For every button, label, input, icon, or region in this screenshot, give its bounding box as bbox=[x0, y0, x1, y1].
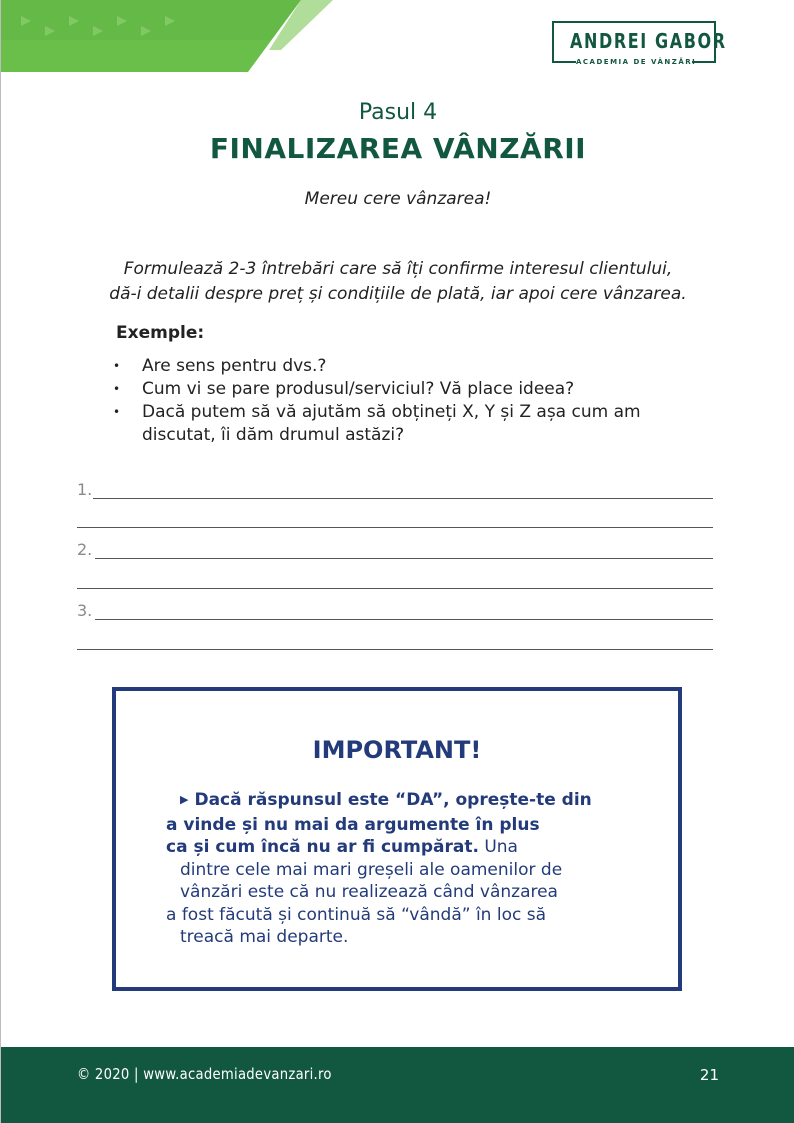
examples-list bbox=[113, 355, 703, 447]
answer-line-1-continuation[interactable] bbox=[77, 506, 713, 528]
important-line: treacă mai departe. bbox=[180, 927, 349, 947]
answer-line-2[interactable] bbox=[77, 537, 713, 559]
bullet-icon: • bbox=[113, 382, 121, 396]
examples-heading: Exemple: bbox=[116, 323, 205, 343]
list-item: • Dacă putem să vă ajutăm să obțineți X, Y și Z așa cum am bbox=[113, 402, 641, 422]
answer-rule bbox=[77, 649, 713, 650]
step-label: Pasul 4 bbox=[358, 100, 438, 125]
brand-logo bbox=[552, 21, 727, 66]
important-line: vânzări este că nu realizează când vânzarea bbox=[180, 882, 558, 902]
footer-copyright: © 2020 | www.academiadevanzari.ro bbox=[77, 1065, 332, 1083]
answer-line-2-continuation[interactable] bbox=[77, 567, 713, 589]
important-text bbox=[166, 789, 630, 949]
page-title: FINALIZAREA VÂNZĂRII bbox=[209, 132, 587, 165]
answer-rule bbox=[95, 558, 713, 559]
triangle-bullet-icon: ▶ bbox=[180, 793, 189, 806]
important-bold-line: ca și cum încă nu ar fi cumpărat. bbox=[166, 837, 479, 857]
answer-rule bbox=[95, 619, 713, 620]
important-bold-line: Dacă răspunsul este “DA”, oprește-te din bbox=[194, 790, 592, 810]
important-text-run: Una bbox=[478, 837, 518, 857]
answer-line-3[interactable] bbox=[77, 598, 713, 620]
answer-rule bbox=[77, 527, 713, 528]
important-bold-line: a vinde și nu mai da argumente în plus bbox=[166, 814, 540, 835]
bullet-icon: • bbox=[113, 405, 121, 419]
brand-tagline: ACADEMIA DE VÂNZĂRI bbox=[576, 58, 697, 66]
bullet-icon: • bbox=[113, 359, 121, 373]
intro-line-1: Formulează 2-3 întrebări care să îți confirme interesul clientului, bbox=[123, 259, 673, 279]
answer-rule bbox=[93, 498, 713, 499]
page-footer bbox=[1, 1047, 794, 1123]
list-item-continuation: discutat, îi dăm drumul astăzi? bbox=[142, 425, 405, 445]
answer-number: 1. bbox=[77, 480, 93, 499]
corner-decoration bbox=[1, 0, 341, 72]
answer-line-1[interactable] bbox=[77, 477, 713, 499]
answer-number: 2. bbox=[77, 540, 93, 559]
answer-rule bbox=[77, 588, 713, 589]
important-line: dintre cele mai mari greșeli ale oamenilor de bbox=[180, 859, 563, 880]
brand-name: ANDREI GABOR bbox=[570, 29, 727, 53]
page-number: 21 bbox=[699, 1066, 719, 1084]
important-title: IMPORTANT! bbox=[312, 736, 482, 764]
answer-number: 3. bbox=[77, 601, 93, 620]
list-item: • Cum vi se pare produsul/serviciul? Vă place ideea? bbox=[113, 379, 575, 399]
important-line: a fost făcută și continuă să “vândă” în loc să bbox=[166, 904, 547, 925]
important-box bbox=[112, 687, 682, 991]
intro-text bbox=[61, 257, 735, 307]
intro-line-2: dă-i detalii despre preț și condițiile de plată, iar apoi cere vânzarea. bbox=[109, 284, 687, 304]
list-item: • Are sens pentru dvs.? bbox=[113, 356, 327, 376]
answer-line-3-continuation[interactable] bbox=[77, 628, 713, 650]
page-tagline: Mereu cere vânzarea! bbox=[304, 189, 492, 209]
